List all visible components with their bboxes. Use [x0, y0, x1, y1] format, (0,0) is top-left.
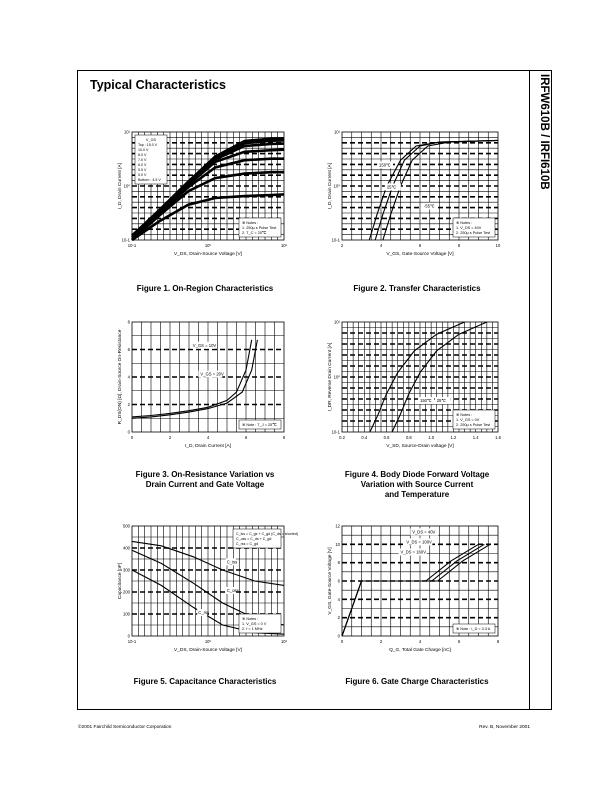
notes-text: ※ Notes :: [242, 221, 259, 225]
series-annotation: C_rss: [198, 610, 210, 615]
y-tick-label: 0: [127, 633, 130, 639]
legend-entry: C_iss = C_gs + C_gd (C_ds = shorted): [236, 532, 299, 536]
notes-text: 1. V_GS = 0V: [456, 418, 480, 422]
y-axis-label: Capacitance [pF]: [118, 562, 123, 600]
legend-entry: 8.0 V: [138, 153, 147, 157]
y-tick-label: 6: [127, 347, 130, 352]
legend-entry: 7.0 V: [138, 158, 147, 162]
y-tick-label: 8: [127, 319, 130, 325]
series-annotation: -55℃: [423, 203, 435, 209]
y-axis-label: I_DR, Reverse Drain Current [A]: [328, 342, 333, 412]
x-tick-label: 2: [340, 243, 344, 248]
notes-text: ※ Note : T_J = 25℃: [242, 423, 277, 427]
legend-entry: C_rss = C_gd: [236, 542, 259, 546]
x-tick-label: 4: [379, 243, 383, 248]
x-tick-label: 6: [418, 243, 422, 248]
legend-header: V_GS: [145, 138, 157, 142]
y-tick-label: 10¹: [333, 319, 340, 325]
y-axis-label: I_D, Drain Current [A]: [118, 162, 123, 210]
y-tick-label: 12: [335, 523, 340, 529]
legend-entry: 10.0 V: [138, 148, 149, 152]
notes-text: ※ Notes :: [242, 617, 259, 621]
series-annotation: 25℃: [386, 184, 397, 190]
x-tick-label: 6: [457, 639, 461, 644]
notes-text: ※ Notes :: [456, 413, 473, 417]
footer-revision: Rev. B, November 2001: [479, 725, 530, 730]
x-tick-label: 2: [379, 639, 383, 644]
legend-entry: Top : 15.0 V: [138, 143, 158, 147]
y-tick-label: 400: [123, 545, 130, 551]
legend-entry: 6.0 V: [138, 163, 147, 167]
y-axis-label: I_D, Drain Current [A]: [328, 162, 333, 210]
notes-text: 2. f = 1 MHz: [242, 627, 263, 631]
x-tick-label: 4: [206, 435, 210, 440]
x-tick-label: 0.2: [339, 435, 345, 440]
figure-1-chart: [112, 124, 292, 274]
x-tick-label: 10¹: [280, 639, 288, 644]
series-annotation: C_oss: [226, 588, 239, 593]
x-tick-label: 0: [340, 639, 344, 644]
y-tick-label: 10⁰: [333, 183, 340, 189]
notes-text: 2. T_C = 25℃: [242, 231, 267, 235]
notes-text: 1. V_GS = 0 V: [242, 622, 267, 626]
x-tick-label: 0.4: [361, 435, 368, 440]
x-tick-label: 2: [168, 435, 172, 440]
series-annotation: V_DS = 40V: [412, 529, 436, 535]
series-annotation: V_GS = 20V: [200, 371, 224, 377]
x-tick-label: 4: [418, 639, 422, 644]
part-number-title: IRFW610B / IRFI610B: [538, 74, 550, 190]
x-axis-label: V_GS, Gate-Source Voltage [V]: [386, 252, 454, 257]
y-tick-label: 10: [335, 541, 340, 547]
x-tick-label: 1.4: [472, 435, 479, 440]
x-tick-label: 10⁰: [204, 639, 212, 644]
y-tick-label: 4: [127, 374, 130, 380]
x-tick-label: 10-1: [127, 243, 137, 248]
y-tick-label: 10⁰: [333, 374, 340, 380]
x-tick-label: 1.2: [450, 435, 457, 440]
figure-3-chart: [112, 316, 292, 464]
notes-text: ※ Note : I_D = 3.3 A: [456, 627, 491, 631]
figure-6-chart: [328, 520, 513, 668]
figure-5-chart: [112, 520, 299, 668]
series-line: [132, 340, 252, 417]
legend-entry: 5.0 V: [138, 173, 147, 177]
x-tick-label: 1.6: [495, 435, 501, 440]
y-tick-label: 6: [337, 578, 340, 584]
y-tick-label: 8: [337, 560, 340, 566]
x-tick-label: 1.0: [428, 435, 435, 440]
notes-text: 1. V_DS = 40V: [456, 226, 482, 230]
x-tick-label: 10: [495, 243, 501, 248]
y-tick-label: 100: [123, 611, 130, 617]
x-tick-label: 8: [496, 639, 500, 644]
x-tick-label: 10¹: [280, 243, 288, 248]
y-tick-label: 300: [123, 567, 130, 573]
notes-text: ※ Notes :: [456, 221, 473, 225]
figure-2-chart: [328, 124, 513, 274]
x-tick-label: 10⁰: [204, 243, 212, 248]
y-tick-label: 2: [127, 402, 130, 407]
y-tick-label: 10-1: [121, 237, 130, 243]
series-annotation: V_GS = 10V: [192, 342, 217, 348]
footer-copyright: ©2001 Fairchild Semiconductor Corporation: [78, 725, 172, 730]
series-annotation: 150℃: [379, 162, 391, 168]
figure-4-chart: [328, 316, 513, 464]
series-annotation: V_DS = 100V: [406, 539, 432, 545]
x-tick-label: 8: [282, 435, 286, 440]
x-tick-label: 8: [457, 243, 461, 248]
figure-3-caption: Figure 3. On-Resistance Variation vs Drain Current and Gate Voltage: [135, 470, 275, 489]
x-axis-label: V_SD, Source-Drain voltage [V]: [386, 444, 454, 449]
series-annotation: 150℃: [420, 398, 432, 404]
x-tick-label: 0.8: [405, 435, 412, 440]
notes-text: 2. 250μ s Pulse Test: [456, 231, 491, 235]
x-axis-label: Q_G, Total Gate Charge [nC]: [389, 648, 451, 653]
x-tick-label: 6: [244, 435, 248, 440]
series-annotation: 25℃: [436, 398, 447, 404]
y-axis-label: V_GS, Gate-Source Voltage [V]: [328, 547, 333, 615]
y-tick-label: 2: [337, 615, 340, 621]
x-axis-label: I_D, Drain Current [A]: [184, 444, 232, 449]
y-tick-label: 0: [337, 633, 340, 639]
figure-6-caption: Figure 6. Gate Charge Characteristics: [345, 677, 489, 686]
section-title: Typical Characteristics: [90, 78, 226, 92]
y-axis-label: R_DS(ON) [Ω], Drain-Source On-Resistance: [118, 329, 123, 425]
y-tick-label: 10-1: [331, 429, 340, 435]
y-tick-label: 10-1: [331, 237, 340, 243]
x-axis-label: V_DS, Drain-Source Voltage [V]: [174, 252, 242, 257]
y-tick-label: 500: [123, 523, 130, 529]
figure-4-caption: Figure 4. Body Diode Forward Voltage Variation with Source Current and Temperature: [344, 470, 490, 499]
y-tick-label: 10¹: [333, 129, 340, 135]
y-tick-label: 0: [127, 429, 130, 435]
legend-entry: 5.5 V: [138, 168, 147, 172]
notes-text: 2. 250μ s Pulse Test: [456, 423, 491, 427]
y-tick-label: 4: [337, 596, 340, 602]
series-annotation: V_DS = 160V: [400, 549, 426, 555]
y-tick-label: 10⁰: [123, 183, 130, 189]
x-tick-label: 0: [130, 435, 134, 440]
x-tick-label: 10-1: [127, 639, 137, 644]
y-tick-label: 10¹: [123, 129, 130, 135]
x-axis-label: V_DS, Drain-Source Voltage [V]: [174, 648, 242, 653]
x-tick-label: 0.6: [383, 435, 390, 440]
legend-entry: Bottom : 4.5 V: [138, 178, 161, 182]
notes-text: 1. 250μ s Pulse Test: [242, 226, 277, 230]
figure-5-caption: Figure 5. Capacitance Characteristics: [133, 677, 277, 686]
figure-1-caption: Figure 1. On-Region Characteristics: [136, 284, 274, 293]
series-annotation: C_iss: [226, 559, 238, 565]
figure-2-caption: Figure 2. Transfer Characteristics: [353, 284, 481, 293]
y-tick-label: 200: [123, 589, 130, 595]
legend-entry: C_oss = C_ds + C_gd: [236, 537, 272, 541]
